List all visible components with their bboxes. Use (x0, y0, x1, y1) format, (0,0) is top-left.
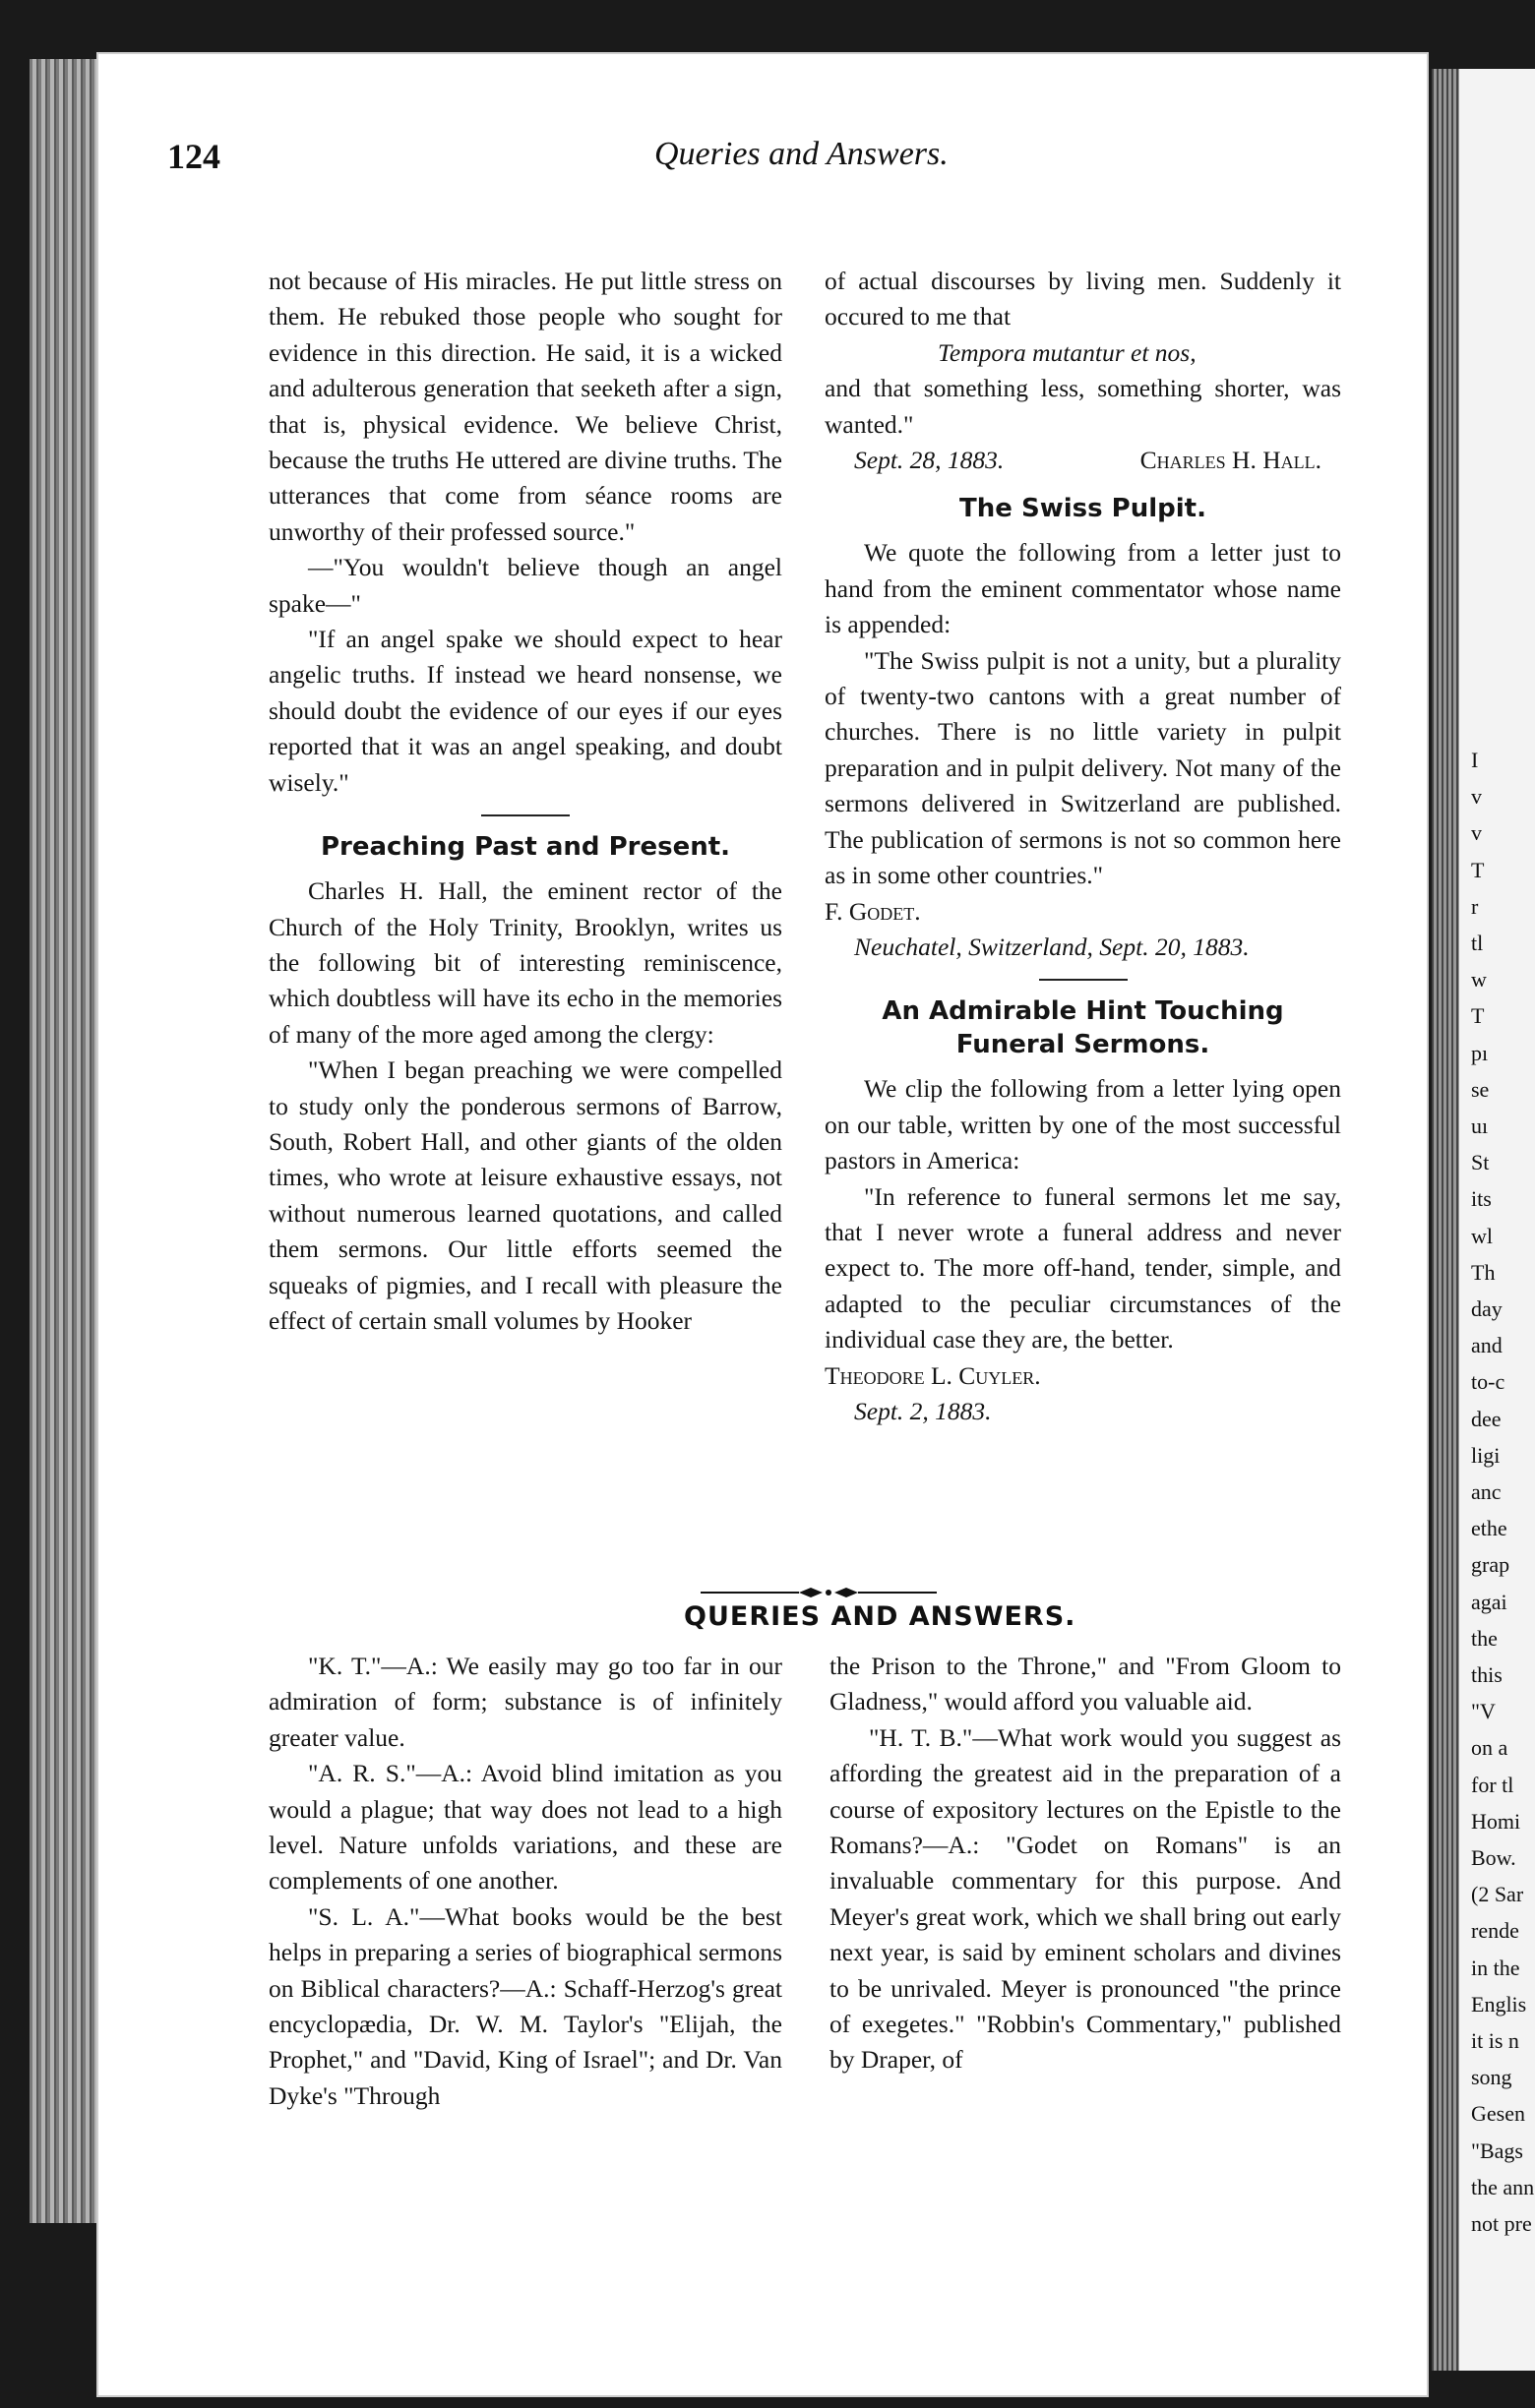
section-heading: The Swiss Pulpit. (959, 494, 1206, 524)
paragraph: and that something less, something shorter, was wanted." (825, 374, 1341, 439)
paragraph: —"You wouldn't believe though an angel spake—" (269, 553, 782, 618)
facing-page-fragment: St (1471, 1150, 1490, 1175)
facing-page-fragment: this (1471, 1662, 1503, 1687)
facing-page-fragment: wl (1471, 1223, 1493, 1248)
facing-page-fragment: Englis (1471, 1991, 1527, 2017)
facing-page-fragment: Th (1471, 1259, 1496, 1285)
paragraph: "In reference to funeral sermons let me say, that I never wrote a funeral address and never expect to. The more off-hand, tender, simple, and adapted to the peculiar circumstances of the individual case they are, the better. (825, 1181, 1341, 1354)
facing-page-fragment: ligi (1471, 1442, 1501, 1468)
facing-page-edge (1432, 69, 1535, 2371)
facing-page-fragment: not pre (1471, 2211, 1532, 2236)
dateline: Sept. 2, 1883. (854, 1396, 992, 1425)
section-rule (481, 814, 570, 816)
signature: F. Godet. (825, 896, 921, 926)
paragraph: not because of His miracles. He put little stress on them. He rebuked those people who sought for evidence in this direction. He said, it is a wicked and adulterous generation that seeketh after a sign, that is, physical evidence. We believe Christ, because the truths He uttered are divine truths. The utterances that come from séance rooms are unworthy of their professed source." (269, 267, 782, 546)
facing-page-fragment: and (1471, 1333, 1503, 1358)
facing-page-fragment: se (1471, 1076, 1490, 1102)
facing-page-fragment: in the (1471, 1955, 1520, 1980)
facing-page-fragment: "Bags (1471, 2137, 1523, 2163)
facing-page-fragment: T (1471, 857, 1485, 882)
facing-page-fragment: rende (1471, 1918, 1519, 1944)
facing-page-fragment: tl (1471, 931, 1484, 955)
paragraph: "The Swiss pulpit is not a unity, but a plurality of twenty-two cantons with a great number of churches. There is no little variety in pulpit preparation and in pulpit delivery. Not many of the sermons delivered in Switzerland are published. The publication of sermons is not so common here as in some other countries." (825, 645, 1341, 890)
section-heading: Preaching Past and Present. (320, 832, 731, 863)
facing-page-fragment: r (1471, 893, 1479, 919)
facing-page-fragment: dee (1471, 1406, 1502, 1431)
page-number: 124 (167, 137, 220, 176)
facing-page-fragment: I (1471, 748, 1479, 772)
facing-page-fragment: Homi (1471, 1808, 1521, 1834)
latin-quotation: Tempora mutantur et nos, (938, 337, 1197, 367)
facing-page-fragment: it is n (1471, 2028, 1519, 2053)
facing-page-fragment: the (1471, 1625, 1498, 1651)
paragraph: We clip the following from a letter lying open on our table, written by one of the most successful pastors in America: (825, 1074, 1341, 1175)
facing-page-fragment: w (1471, 967, 1487, 993)
paragraph: of actual discourses by living men. Suddenly it occured to me that (825, 267, 1341, 331)
queries-heading: QUERIES AND ANSWERS. (684, 1601, 1076, 1632)
facing-page-fragment: day (1471, 1296, 1503, 1321)
facing-page-fragment: v (1471, 784, 1482, 810)
paragraph: We quote the following from a letter just to hand from the eminent commentator whose name is appended: (825, 538, 1341, 639)
paragraph: "H. T. B."—What work would you suggest as affording the greatest aid in the preparation of a course of expository lectures on the Epistle to the Romans?—A.: "Godet on Romans" is an invaluable commentary for this purpose. And Meyer's great work, which we shall bring out early next year, is said by eminent scholars and divines to be unrivaled. Meyer is pronounced "the prince of exegetes." "Robbin's Commentary," published by Draper, of (829, 1722, 1341, 2075)
facing-page-fragment: Gesen (1471, 2101, 1525, 2127)
facing-page-fragment: grap (1471, 1552, 1510, 1578)
dated-signature (825, 443, 1341, 478)
facing-page-gutter (1432, 69, 1459, 2371)
paragraph: the Prison to the Throne," and "From Gloom to Gladness," would afford you valuable aid. (829, 1652, 1341, 1716)
facing-page-fragment: the ann (1471, 2174, 1535, 2199)
signature-date: Sept. 28, 1883. (854, 446, 1005, 475)
facing-page-fragment: "V (1471, 1699, 1496, 1724)
signature: Theodore L. Cuyler. (825, 1360, 1041, 1390)
facing-page-fragment: for tl (1471, 1772, 1514, 1797)
paragraph: Charles H. Hall, the eminent rector of the Church of the Holy Trinity, Brooklyn, writes us the following bit of interesting reminiscence, which doubtless will have its echo in the memories of many of the more aged among the clergy: (269, 876, 782, 1049)
facing-page-fragment: on a (1471, 1735, 1508, 1761)
paragraph: "When I began preaching we were compelled to study only the ponderous sermons of Barrow, South, Robert Hall, and other giants of the olden times, who wrote at leisure exhaustive essays, not without numerous learned quotations, and called them sermons. Our little efforts seemed the squeaks of pigmies, and I recall with pleasure the effect of certain small volumes by Hooker (269, 1055, 782, 1335)
signature-name: Charles H. Hall. (1139, 446, 1321, 475)
section-divider-ornament (701, 1586, 937, 1599)
queries-right-column (829, 1649, 1341, 2078)
facing-page-fragment: pı (1471, 1040, 1489, 1065)
paragraph: "If an angel spake we should expect to hear angelic truths. If instead we heard nonsense, we should doubt the evidence of our eyes if our eyes reported that it was an angel speaking, and doubt wisely." (269, 625, 782, 797)
facing-page-fragment: its (1471, 1186, 1492, 1212)
section-heading: An Admirable Hint Touching Funeral Sermons. (882, 996, 1284, 1060)
facing-page-fragment: uı (1471, 1114, 1489, 1138)
left-column (269, 264, 782, 1339)
right-column (825, 264, 1341, 1429)
facing-page-fragment: anc (1471, 1479, 1502, 1504)
dateline: Neuchatel, Switzerland, Sept. 20, 1883. (854, 932, 1250, 961)
book-spine-edge (30, 59, 108, 2223)
facing-page-fragment: v (1471, 820, 1482, 846)
paragraph: "A. R. S."—A.: Avoid blind imitation as you would a plague; that way does not lead to a high level. Nature unfolds variations, and these are complements of one another. (269, 1759, 782, 1896)
facing-page-fragment: agai (1471, 1589, 1507, 1614)
facing-page-fragment: song (1471, 2065, 1512, 2090)
queries-left-column (269, 1649, 782, 2114)
paragraph: "S. L. A."—What books would be the best helps in preparing a series of biographical sermons on Biblical characters?—A.: Schaff-Herzog's great encyclopædia, Dr. W. M. Taylor's "Elijah, the Prophet," and "David, King of Israel"; and Dr. Van Dyke's "Through (269, 1901, 782, 2110)
section-rule (1039, 979, 1128, 981)
facing-page-fragment: (2 Sar (1471, 1882, 1524, 1907)
facing-page-fragment: ethe (1471, 1516, 1507, 1541)
facing-page-fragment: T (1471, 1003, 1485, 1029)
facing-page-fragment: to-c (1471, 1369, 1505, 1395)
paragraph: "K. T."—A.: We easily may go too far in our admiration of form; substance is of infinitely greater value. (269, 1652, 782, 1752)
facing-page-fragment: Bow. (1471, 1845, 1516, 1870)
running-title: Queries and Answers. (654, 136, 949, 172)
